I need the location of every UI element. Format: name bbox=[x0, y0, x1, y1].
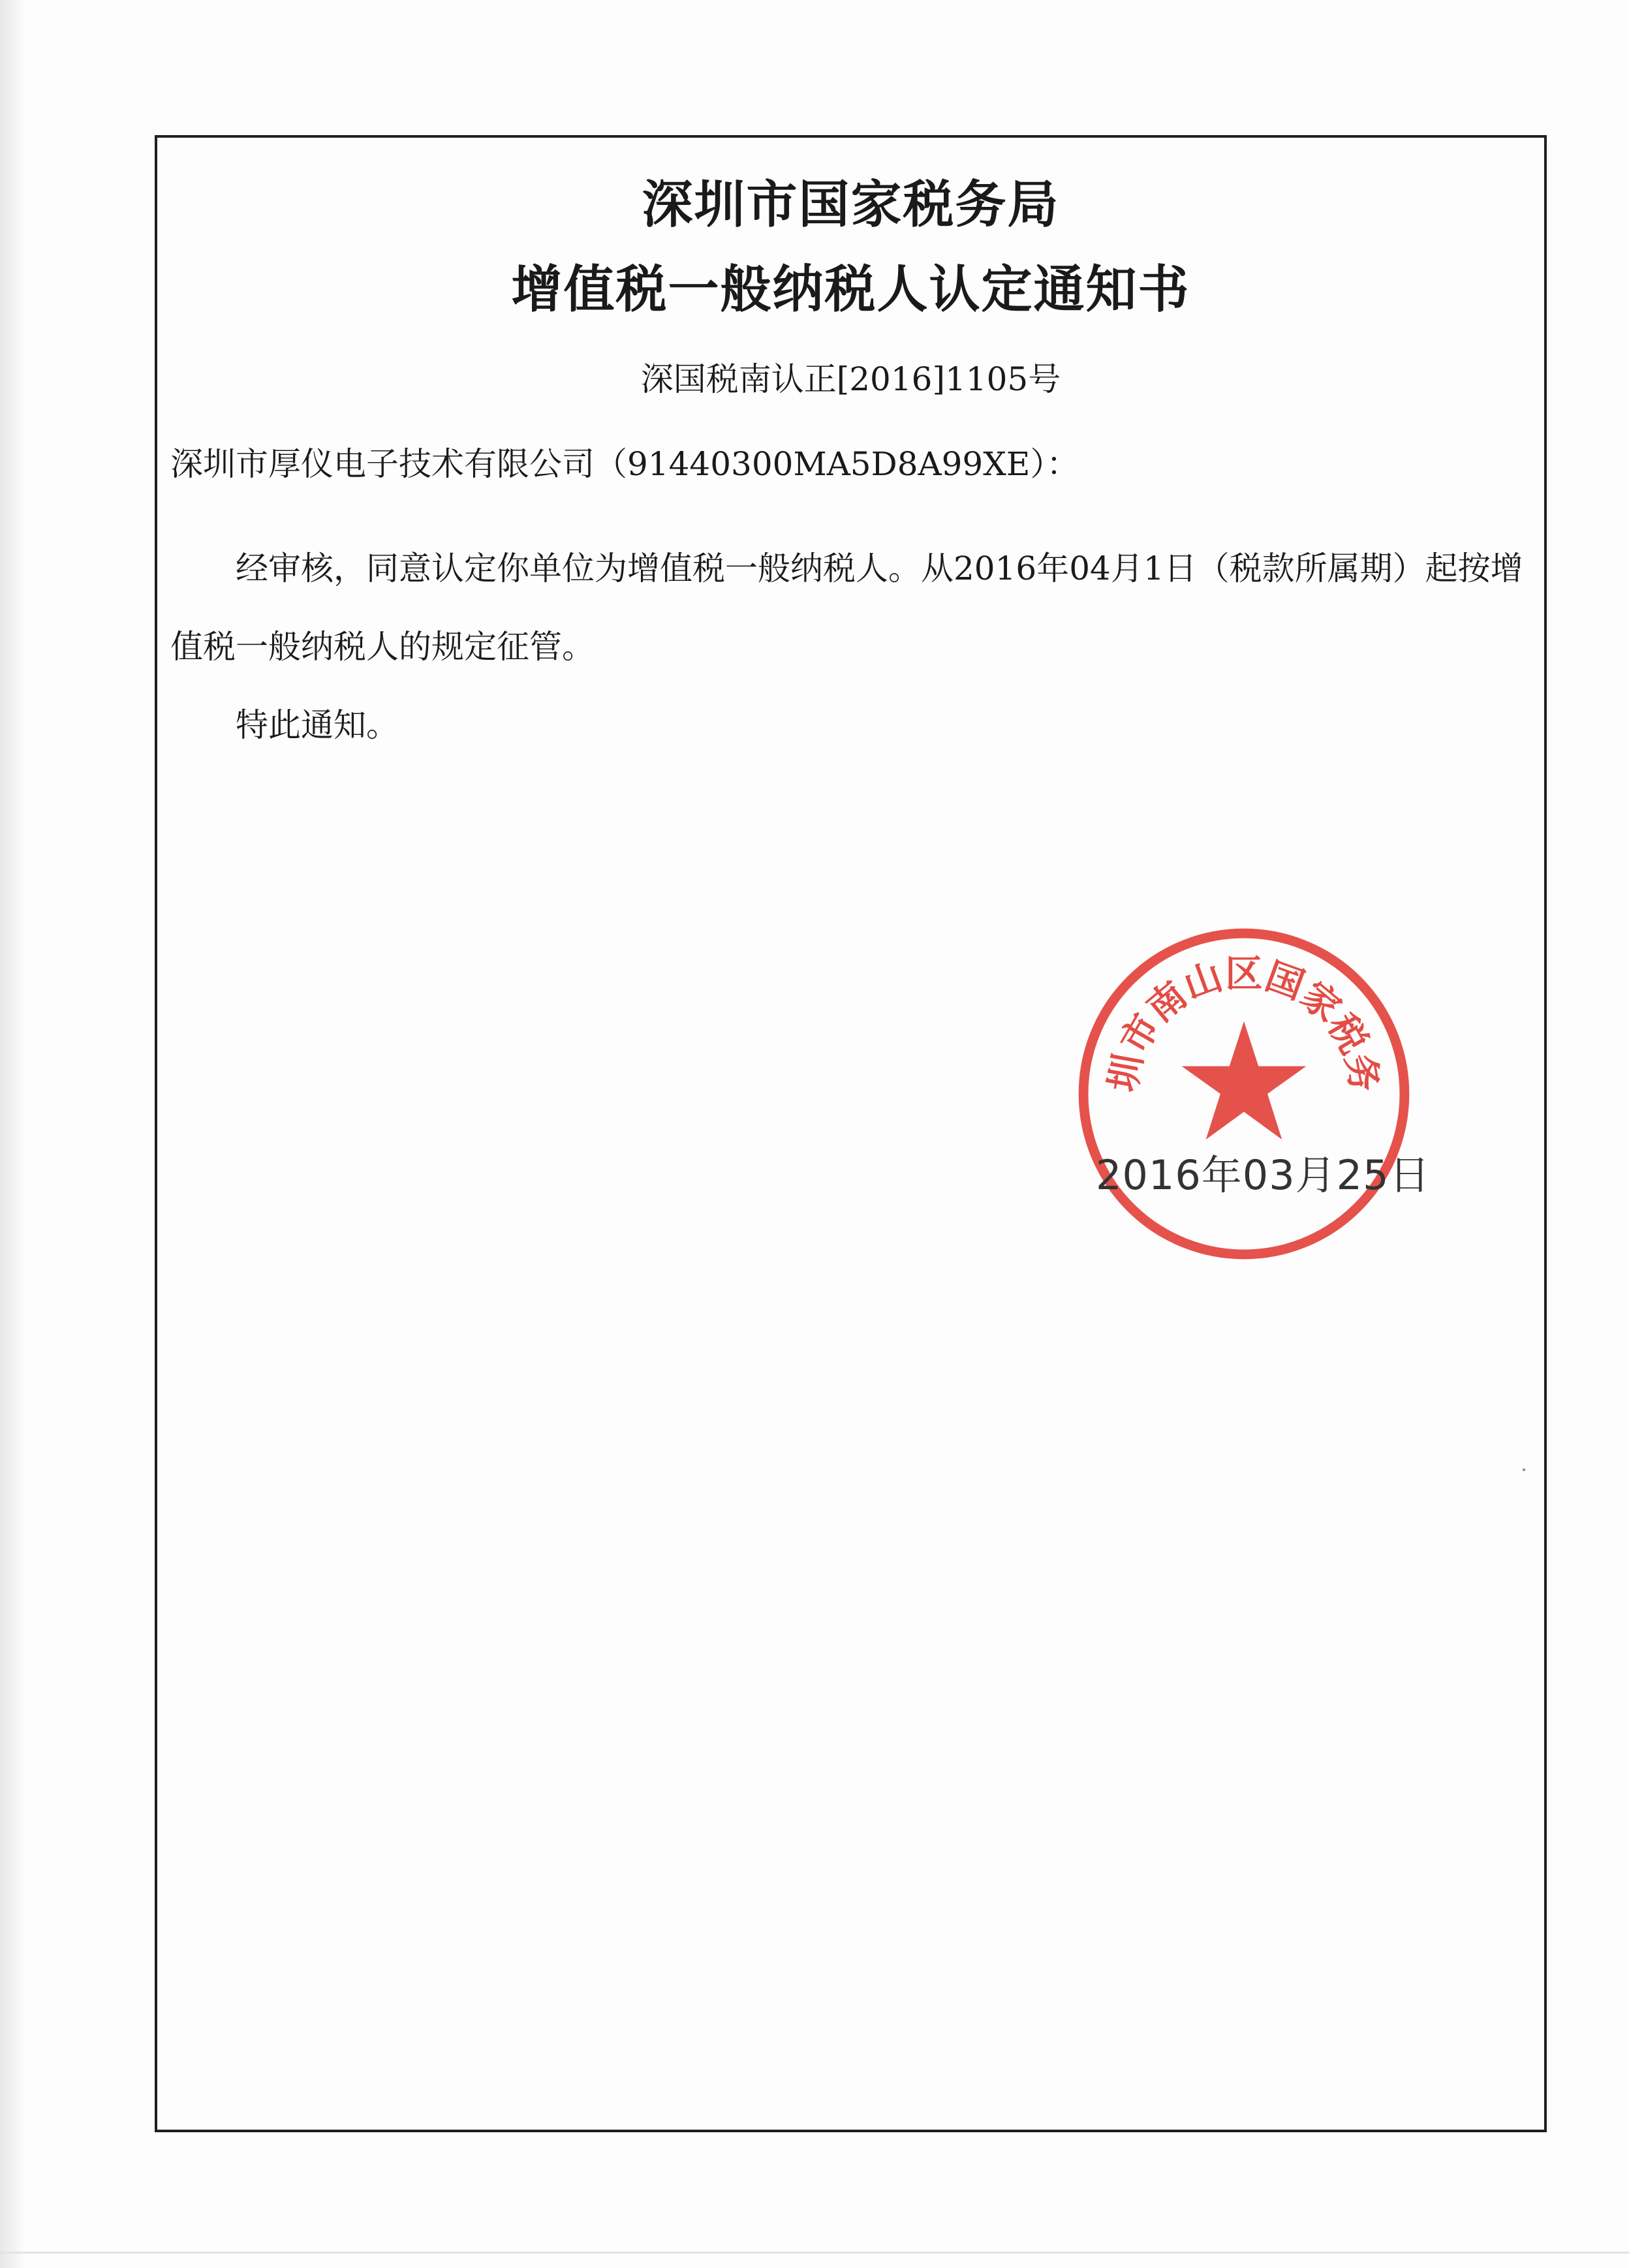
closing-line: 特此通知。 bbox=[236, 706, 399, 744]
document-frame bbox=[155, 135, 1547, 2132]
seal-graphic bbox=[1071, 921, 1417, 1267]
issue-date: 2016年03月25日 bbox=[1096, 1151, 1431, 1199]
seal-text: 圳市南山区国家税务 bbox=[1101, 952, 1387, 1095]
page-edge-shadow bbox=[0, 0, 23, 2268]
body-paragraph: 经审核，同意认定你单位为增值税一般纳税人。从2016年04月1日（税款所属期）起按增值税一般纳税人的规定征管。 bbox=[170, 550, 1523, 666]
official-seal bbox=[1071, 921, 1417, 1267]
addressee: 深圳市厚仪电子技术有限公司（91440300MA5D8A99XE）： bbox=[170, 445, 1079, 483]
page-bottom-edge bbox=[0, 2252, 1629, 2254]
notice-title: 增值税一般纳税人认定通知书 bbox=[511, 260, 1190, 319]
document-number: 深国税南认正[2016]1105号 bbox=[640, 360, 1061, 398]
scan-speck bbox=[1523, 1468, 1525, 1471]
issuer-title: 深圳市国家税务局 bbox=[642, 175, 1060, 234]
